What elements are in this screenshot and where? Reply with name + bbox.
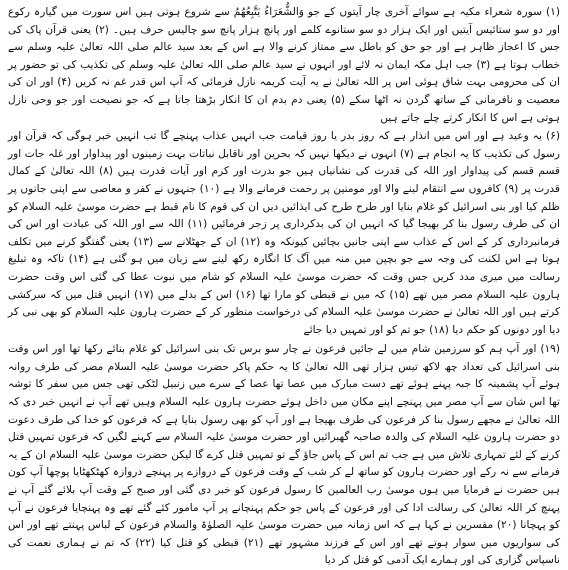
footnote-paragraph-1: (۱) سورہ شعراء مکیہ ہے سوائے آخری چار آیتوں کے جو وَالشُّعَرَاءُ يَتَّبِعُهُمُ سے شروع ہوتی ہیں اس سورت میں گیارہ رکوع اور دو سو ستائیس آیتیں اور ایک ہزار دو سو ستانوے کلمے اور پانچ ہزار پانچ سو چالیس حرف ہیں۔ (۲) یعنی قرآن پاک کی جس کا اعجاز ظاہر ہے اور جو حق کو باطل سے ممتاز کرنے والا ہے اس کے بعد سید عالم صلی اللہ تعالیٰ علیہ وسلم سے خطاب ہوتا ہے (۳) جب اہل مکہ ایمان نہ لائے اور انہوں نے سید عالم صلی اللہ تعالیٰ علیہ وسلم کی تکذیب کی تو حضور پر ان کی محرومی بہت شاق ہوئی اس پر اللہ تعالیٰ نے یہ آیت کریمہ نازل فرمائی کہ آپ اس قدر غم نہ کریں (۴) اور ان کی معصیت و نافرمانی کے ساتھ گردن نہ اٹھا سکے (۵) یعنی دم بدم ان کا انکار بڑھتا جاتا ہے کہ جو نصیحت اور جو وحی نازل ہوتی ہے اس کا انکار کرتے چلے جاتے ہیں bbox=[8, 6, 560, 124]
footnote-paragraph-3: (۱۹) اور آپ ہم کو سرزمین شام میں لے جائیں فرعون نے چار سو برس تک بنی اسرائیل کو غلام بنائے رکھا تھا اور اس وقت بنی اسرائیل کی تعداد چھ لاکھ تیس ہزار تھی اللہ تعالیٰ کا یہ حکم پاکر حضرت موسیٰ علیہ السلام مصر کی طرف روانہ ہوئے آپ پشمینہ کا جبہ پہنے ہوئے تھے دست مبارک میں عصا تھا عصا کے سرے میں زنبیل لٹکی تھی جس میں سفر کا توشہ تھا اس شان سے آپ مصر میں پہنچے اپنے مکان میں داخل ہوئے حضرت ہارون علیہ السلام وہیں تھے آپ نے انہیں خبر دی کہ اللہ تعالیٰ نے مجھے رسول بنا کر فرعون کی طرف بھیجا ہے اور آپ کو بھی رسول بنایا ہے کہ فرعون کو خدا کی طرف دعوت دو حضرت ہارون علیہ السلام کی والدہ صاحبہ گھبرائیں اور حضرت موسیٰ علیہ السلام سے کہنے لگیں کہ فرعون تمہیں قتل کرنے کے لئے تمہاری تلاش میں ہے جب تم اس کے پاس جاؤ گے تو تمہیں قتل کرے گا لیکن حضرت موسیٰ علیہ السلام ان کے یہ فرمانے سے نہ رکے اور حضرت ہارون کو ساتھ لے کر شب کے وقت فرعون کے دروازے پر پہنچے دروازہ کھٹکھٹایا پوچھا آپ کون ہیں حضرت نے فرمایا میں ہوں موسیٰ رب العالمین کا رسول فرعون کو خبر دی گئی اور صبح کے وقت آپ بلائے گئے آپ نے پہنچ کر اللہ تعالیٰ کی رسالت ادا کی اور فرعون کے پاس جو حکم پہنچانے پر آپ مامور کئے گئے تھے وہ پہنچایا فرعون نے آپ کو پہچانا (۲۰) مفسرین نے کہا ہے کہ اس زمانہ میں حضرت موسیٰ علیہ الصلوٰۃ والسلام فرعون کے لباس پہنتے تھے اور اس کی سواریوں میں سوار ہوتے تھے اور اس کے فرزند مشہور تھے (۲۱) قبطی کو قتل کیا (۲۲) کہ تم نے ہماری نعمت کی ناسپاس گزاری کی اور ہمارے ایک آدمی کو قتل کر دیا bbox=[8, 343, 561, 567]
footnote-paragraph-2: (۶) یہ وعید ہے اور اس میں انذار ہے کہ روز بدر یا روز قیامت جب انہیں عذاب پہنچے گا تب انہیں خبر ہوگی کہ قرآن اور رسول کی تکذیب کا یہ انجام ہے (۷) انہوں نے دیکھا نہیں کہ بحرین اور ناقابل نباتات بہت زمینوں اور پیداوار اور غلہ جات اور قسم قسم کی پیداوار اور اللہ کی قدرت کی نشانیاں ہیں جو بدرت اور کرم اور آیات قدرت ہیں (۸) اللہ تعالیٰ کے کمال قدرت پر (۹) کافروں سے انتقام لینے والا اور مومنین پر رحمت فرمانے والا ہے (۱۰) جنہوں نے کفر و معاصی سے اپنی جانوں پر ظلم کیا اور بنی اسرائیل کو غلام بنایا اور طرح طرح کی ایذائیں دیں ان کی قوم کا نام قبط ہے حضرت موسیٰ علیہ السلام کو ان کی طرف رسول بنا کر بھیجا گیا کہ انہیں ان کی بدکرداری پر زجر فرمائیں (۱۱) اللہ سے اور اللہ کی عبادت اور اس کی فرمانبرداری کر کے اس کے عذاب سے اپنی جانیں بچائیں کیونکہ وہ (۱۲) ان کے جھٹلانے سے (۱۳) یعنی گفتگو کرنے میں تکلف ہوتا ہے اس لکنت کی وجہ سے جو بچپن میں منہ میں آگ کا انگارہ رکھ لینے سے زبان میں ہو گئی ہے (۱۴) تاکہ وہ تبلیغ رسالت میں میری مدد کریں جس وقت کہ حضرت موسیٰ علیہ السلام کو شام میں نبوت عطا کی گئی اس وقت حضرت ہارون علیہ السلام مصر میں تھے (۱۵) کہ میں نے قبطی کو مارا تھا (۱۶) اس کے بدلے میں (۱۷) انہیں قتل میں کہ سرکشی کرتے ہیں اور اللہ تعالیٰ نے حضرت موسیٰ علیہ السلام کی درخواست منظور کر کے حضرت ہارون علیہ السلام کو بھی نبی کر دیا اور دونوں کو حکم دیا (۱۸) جو تم کو اور تمہیں دیا جائے bbox=[8, 130, 561, 336]
